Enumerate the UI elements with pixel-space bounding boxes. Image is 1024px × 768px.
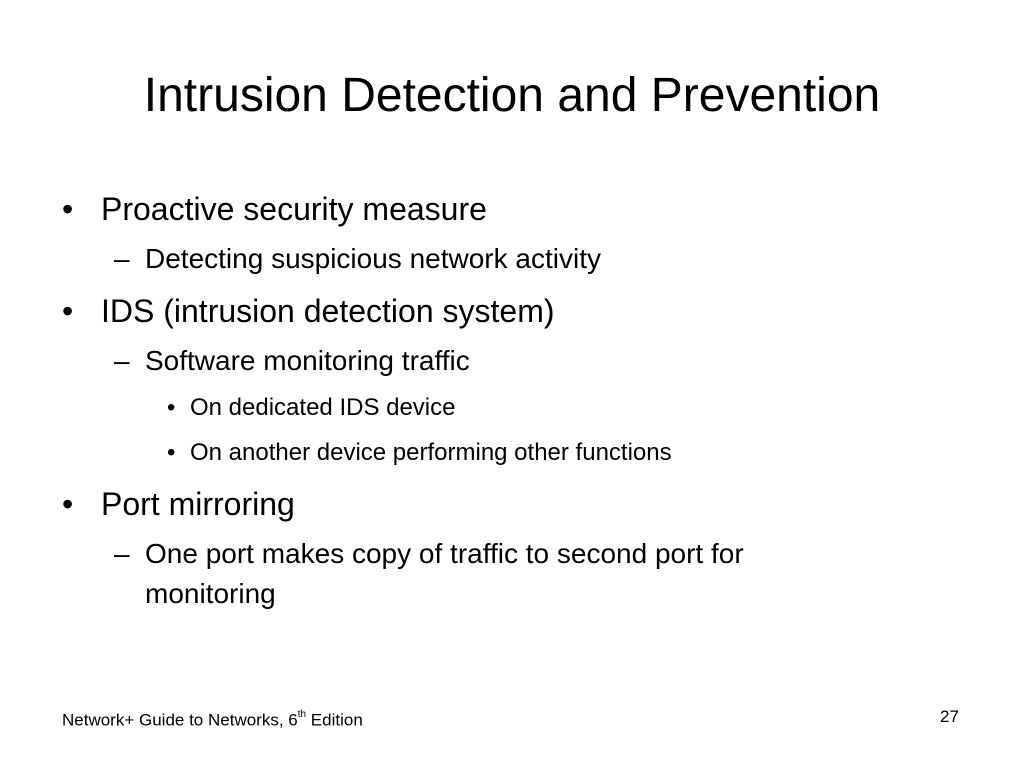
- sub-bullet-text: One port makes copy of traffic to second port for: [145, 538, 744, 569]
- slide-title: Intrusion Detection and Prevention: [143, 69, 881, 122]
- sub-sub-bullet-marker: •: [167, 439, 176, 466]
- sub-bullet-marker: –: [114, 345, 130, 376]
- sub-sub-bullet-text: On another device performing other functions: [190, 439, 672, 466]
- sub-bullet-text: Detecting suspicious network activity: [145, 243, 601, 274]
- footer-text: [62, 706, 363, 732]
- footer-edition: Edition: [306, 710, 363, 730]
- sub-bullet-marker: –: [114, 243, 130, 274]
- sub-bullet-marker: –: [114, 538, 130, 569]
- bullet-marker: •: [62, 191, 74, 227]
- sub-sub-bullet-marker: •: [167, 394, 176, 421]
- bullet-marker: •: [62, 293, 74, 329]
- bullet-text: Port mirroring: [101, 486, 295, 522]
- sub-bullet-text-continuation: monitoring: [145, 578, 276, 609]
- bullet-marker: •: [62, 486, 74, 522]
- bullet-text: IDS (intrusion detection system): [101, 293, 555, 329]
- footer-title: Network+ Guide to Networks, 6: [62, 710, 298, 730]
- page-number: 27: [940, 707, 959, 726]
- footer-superscript: th: [297, 709, 307, 720]
- sub-bullet-text: Software monitoring traffic: [145, 345, 470, 376]
- bullet-text: Proactive security measure: [101, 191, 487, 227]
- sub-sub-bullet-text: On dedicated IDS device: [190, 394, 456, 421]
